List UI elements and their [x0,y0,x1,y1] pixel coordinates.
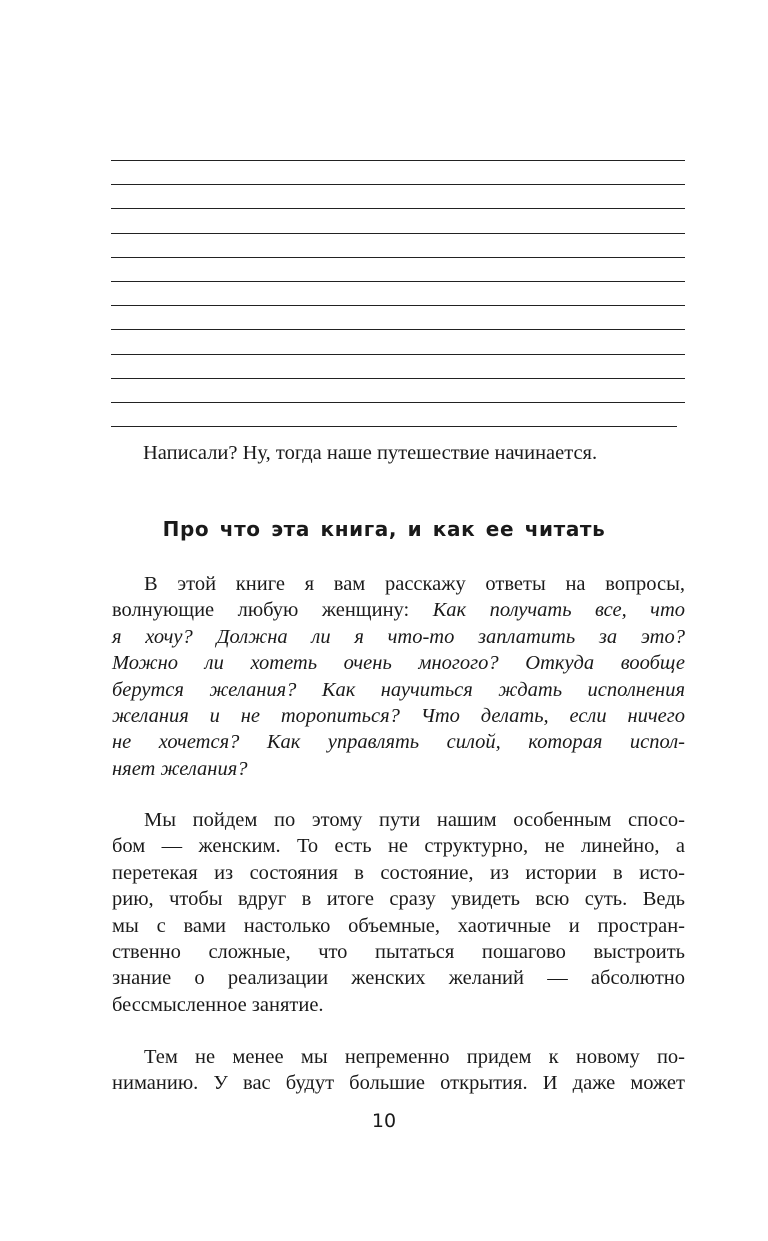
text-line: бом — женским. То есть не структурно, не линейно, а [112,835,685,858]
text-line: я хочу? Должна ли я что-то заплатить за это? [112,625,685,648]
text-line: берутся желания? Как научиться ждать исполнения [112,678,685,701]
text-line [112,597,685,623]
writing-line [111,402,685,403]
text-line: не хочется? Как управлять силой, которая испол- [112,731,685,754]
text-line: ственно сложные, что пытаться пошагово выстроить [112,941,685,964]
text-line: ниманию. У вас будут большие открытия. И даже может [112,1072,685,1095]
writing-line [111,426,677,427]
page-number: 10 [371,1110,397,1132]
writing-line [111,184,685,185]
text-run-italic: Как получать все, что [432,599,685,622]
writing-line [111,257,685,258]
writing-line [111,233,685,234]
text-line: желания и не торопиться? Что делать, если ничего [112,705,685,728]
text-line: рию, чтобы вдруг в итоге сразу увидеть всю суть. Ведь [112,888,685,911]
writing-line [111,160,685,161]
text-line: Можно ли хотеть очень многого? Откуда вообще [112,652,685,675]
text-run: волнующие любую женщину: [112,599,433,622]
paragraph-3 [112,1044,685,1097]
paragraph-1 [112,571,685,782]
writing-line [111,208,685,209]
writing-line [111,281,685,282]
writing-line [111,305,685,306]
section-heading: Про что эта книга, и как ее читать [162,517,606,541]
writing-line [111,354,685,355]
text-line: знание о реализации женских желаний — абсолютно [112,967,685,990]
writing-line [111,378,685,379]
paragraph-2 [112,807,685,1018]
closing-sentence: Написали? Ну, тогда наше путешествие начинается. [143,442,598,464]
text-line: Тем не менее мы непременно придем к новому по- [144,1046,685,1068]
text-line: перетекая из состояния в состояние, из истории в исто- [112,861,685,884]
text-line: Мы пойдем по этому пути нашим особенным спосо- [144,809,685,831]
text-line: В этой книге я вам расскажу ответы на вопросы, [144,573,685,595]
text-line: няет желания? [112,757,248,780]
writing-line [111,329,685,330]
text-line: мы с вами настолько объемные, хаотичные и простран- [112,914,685,937]
text-line: бессмысленное занятие. [112,993,324,1016]
writing-lines [111,160,685,427]
